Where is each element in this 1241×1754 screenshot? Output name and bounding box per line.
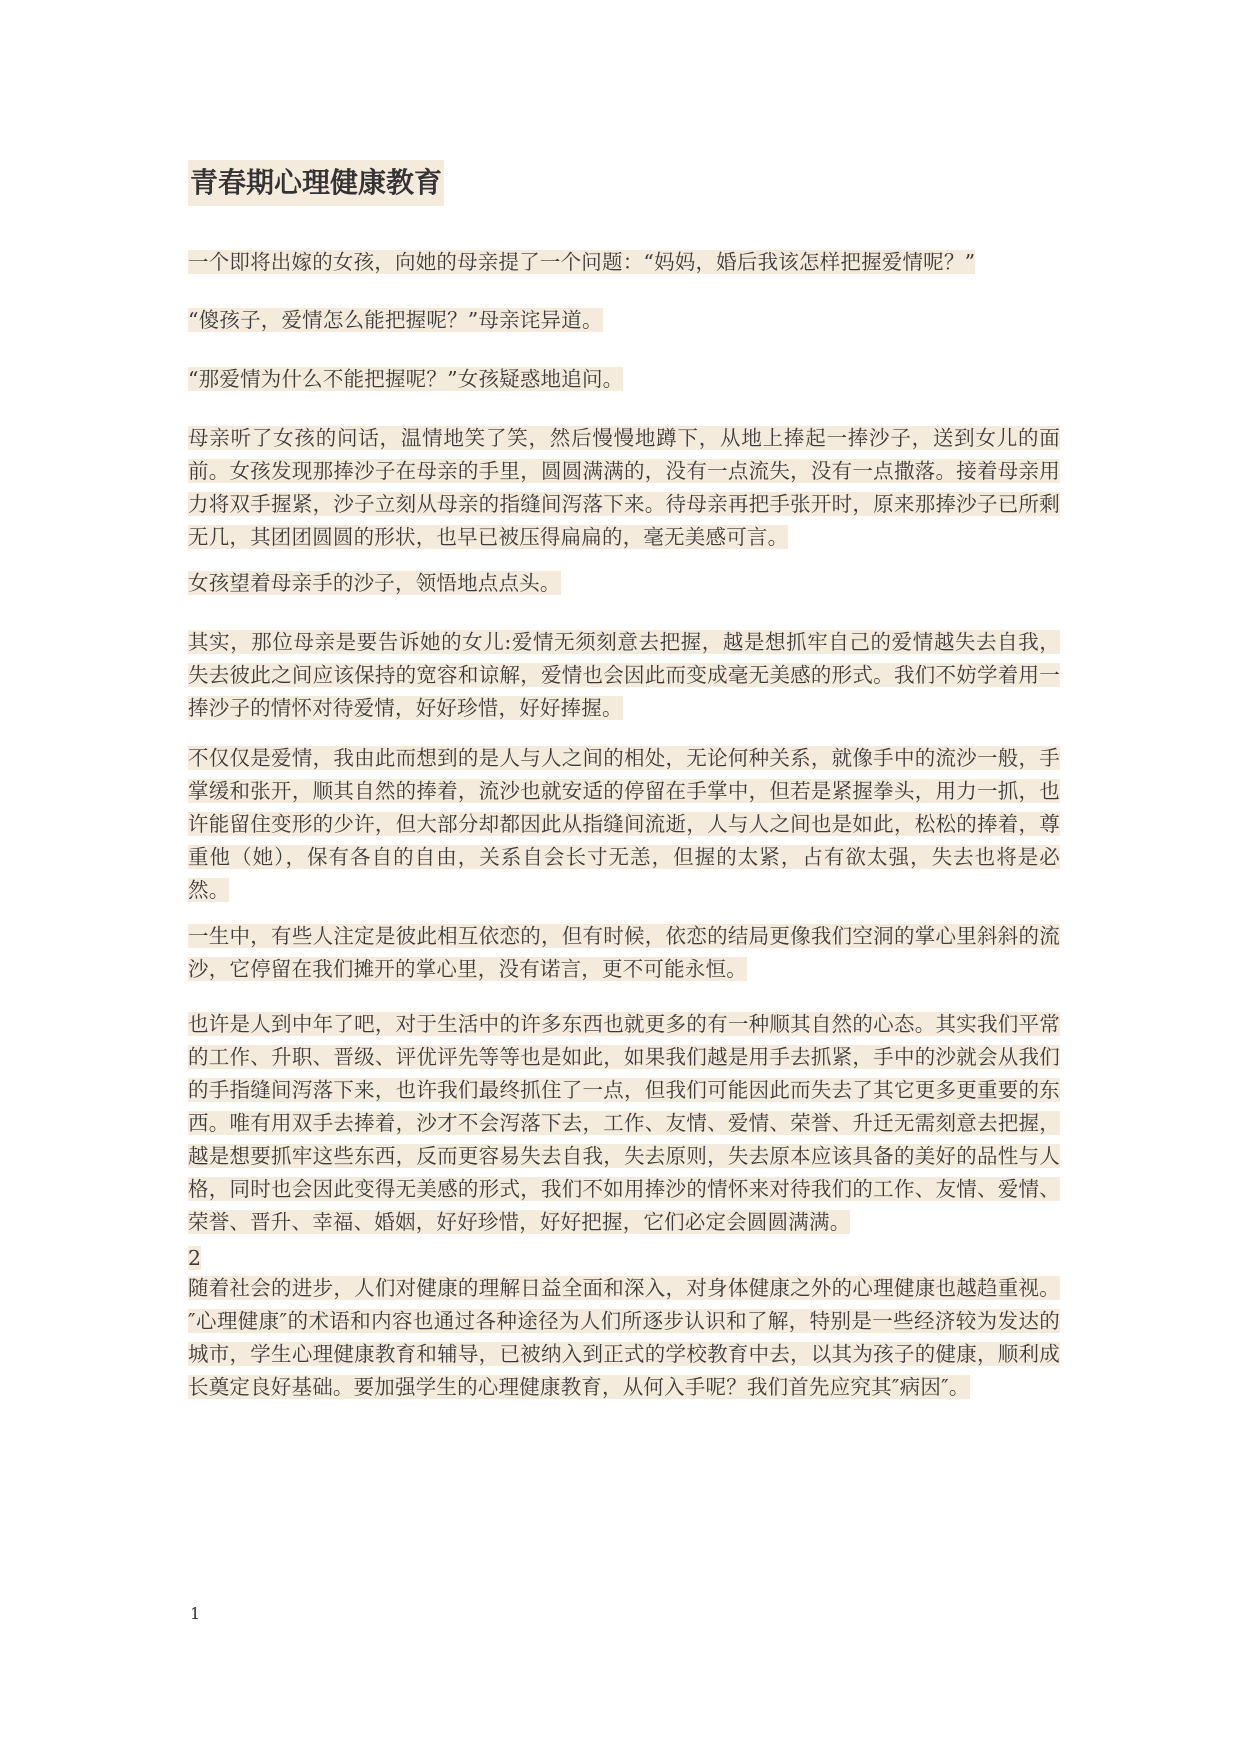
- paragraph-4: [188, 422, 1060, 554]
- paragraph-2: [188, 304, 1060, 337]
- paragraph-5: [188, 567, 1060, 600]
- paragraph-text: 一个即将出嫁的女孩，向她的母亲提了一个问题：“妈妈，婚后我该怎样把握爱情呢？”: [188, 250, 976, 274]
- page-number: 1: [190, 1604, 201, 1623]
- section-number-text: 2: [188, 1246, 202, 1270]
- paragraph-text: 一生中，有些人注定是彼此相互依恋的，但有时候，依恋的结局更像我们空洞的掌心里斜斜的流沙，它停留在我们摊开的掌心里，没有诺言，更不可能永恒。: [188, 924, 1060, 981]
- paragraph-9: [188, 1008, 1060, 1239]
- paragraph-text: 女孩望着母亲手的沙子，领悟地点点头。: [188, 571, 561, 595]
- paragraph-1: [188, 246, 1060, 279]
- paragraph-text: “那爱情为什么不能把握呢？”女孩疑惑地追问。: [188, 367, 624, 391]
- paragraph-7: [188, 742, 1060, 907]
- section2-paragraph: [188, 1272, 1060, 1404]
- document-title: 青春期心理健康教育: [188, 160, 444, 206]
- paragraph-3: [188, 363, 1060, 396]
- paragraph-text: “傻孩子，爱情怎么能把握呢？”母亲诧异道。: [188, 308, 603, 332]
- paragraph-text: 随着社会的进步，人们对健康的理解日益全面和深入，对身体健康之外的心理健康也越趋重视。″心理健康″的术语和内容也通过各种途径为人们所逐步认识和了解，特别是一些经济较为发达的城市，学生心理健康教育和辅导，已被纳入到正式的学校教育中去，以其为孩子的健康，顺利成长奠定良好基础。要加强学生的心理健康教育，从何入手呢？我们首先应究其″病因″。: [188, 1276, 1060, 1399]
- paragraph-text: 其实，那位母亲是要告诉她的女儿:爱情无须刻意去把握，越是想抓牢自己的爱情越失去自我，失去彼此之间应该保持的宽容和谅解，爱情也会因此而变成毫无美感的形式。我们不妨学着用一捧沙子的情怀对待爱情，好好珍惜，好好捧握。: [188, 630, 1060, 720]
- paragraph-8: [188, 920, 1060, 986]
- paragraph-text: 也许是人到中年了吧，对于生活中的许多东西也就更多的有一种顺其自然的心态。其实我们平常的工作、升职、晋级、评优评先等等也是如此，如果我们越是用手去抓紧，手中的沙就会从我们的手指缝间泻落下来，也许我们最终抓住了一点，但我们可能因此而失去了其它更多更重要的东西。唯有用双手去捧着，沙才不会泻落下去，工作、友情、爱情、荣誉、升迁无需刻意去把握，越是想要抓牢这些东西，反而更容易失去自我，失去原则，失去原本应该具备的美好的品性与人格，同时也会因此变得无美感的形式，我们不如用捧沙的情怀来对待我们的工作、友情、爱情、荣誉、晋升、幸福、婚姻，好好珍惜，好好把握，它们必定会圆圆满满。: [188, 1012, 1060, 1234]
- paragraph-6: [188, 626, 1060, 725]
- paragraph-text: 不仅仅是爱情，我由此而想到的是人与人之间的相处，无论何种关系，就像手中的流沙一般，手掌缓和张开，顺其自然的捧着，流沙也就安适的停留在手掌中，但若是紧握拳头，用力一抓，也许能留住变形的少许，但大部分却都因此从指缝间流逝，人与人之间也是如此，松松的捧着，尊重他（她），保有各自的自由，关系自会长寸无恙，但握的太紧，占有欲太强，失去也将是必然。: [188, 746, 1060, 902]
- section-number: [188, 1242, 201, 1275]
- paragraph-text: 母亲听了女孩的问话，温情地笑了笑，然后慢慢地蹲下，从地上捧起一捧沙子，送到女儿的面前。女孩发现那捧沙子在母亲的手里，圆圆满满的，没有一点流失，没有一点撒落。接着母亲用力将双手握紧，沙子立刻从母亲的指缝间泻落下来。待母亲再把手张开时，原来那捧沙子已所剩无几，其团团圆圆的形状，也早已被压得扁扁的，毫无美感可言。: [188, 426, 1060, 549]
